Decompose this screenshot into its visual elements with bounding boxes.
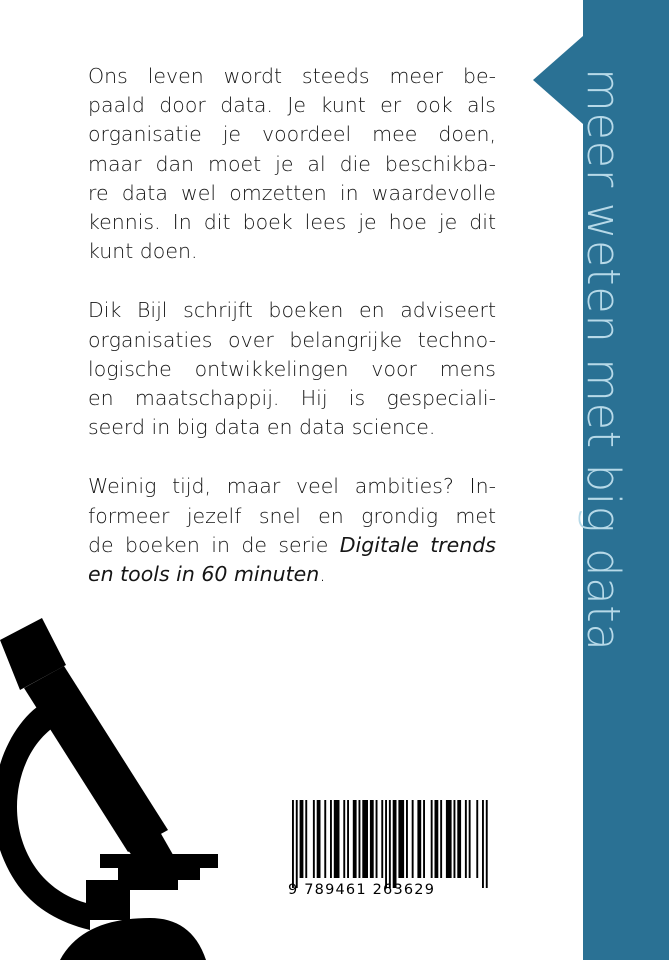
barcode-bar xyxy=(334,800,340,878)
barcode-bar xyxy=(469,800,471,878)
barcode-bar xyxy=(370,800,374,878)
barcode-bar xyxy=(305,800,307,878)
barcode-bar xyxy=(440,800,442,878)
barcode-bar xyxy=(454,800,456,878)
barcode-bar xyxy=(353,800,357,878)
barcode-icon xyxy=(288,800,490,895)
text-line: kennis. In dit boek lees je hoe je dit xyxy=(88,210,496,235)
barcode-bar xyxy=(347,800,349,878)
barcode-bar xyxy=(296,800,298,888)
barcode-bar xyxy=(324,800,326,878)
barcode-bar xyxy=(482,800,484,888)
barcode-bar xyxy=(292,800,294,888)
blurb xyxy=(88,62,496,619)
text-line: Weinig tijd, maar veel ambities? In- xyxy=(88,474,496,499)
barcode-bar xyxy=(330,800,332,878)
text-line: maar dan moet je al die beschikba- xyxy=(88,151,496,176)
barcode-bar xyxy=(376,800,378,878)
series-title: meer weten met big data xyxy=(577,68,630,652)
paragraph-intro xyxy=(88,62,496,266)
barcode-bar xyxy=(423,800,425,878)
barcode-bar xyxy=(435,800,439,878)
barcode-bar xyxy=(457,800,461,878)
text-line xyxy=(88,560,496,589)
text-line: re data wel omzetten in waardevolle xyxy=(88,180,496,205)
text-line: organisatie je voordeel mee doen, xyxy=(88,122,496,147)
barcode-bar xyxy=(446,800,452,878)
barcode-bar xyxy=(362,800,368,878)
barcode-bar xyxy=(393,800,397,888)
paragraph-author xyxy=(88,296,496,442)
barcode-bar xyxy=(317,800,321,878)
barcode-bar xyxy=(398,800,404,878)
text-line: organisaties over belangrijke techno- xyxy=(88,327,496,352)
isbn-digits: 9 789461 263629 xyxy=(288,882,436,898)
paragraph-series xyxy=(88,472,496,589)
text-fragment: . xyxy=(319,562,326,587)
barcode-bar xyxy=(465,800,467,878)
text-line: logische ontwikkelingen voor mens xyxy=(88,356,496,381)
series-name-part2: en tools in 60 minuten xyxy=(88,562,320,587)
barcode-bar xyxy=(389,800,391,888)
barcode-bar xyxy=(381,800,383,878)
text-line: kunt doen. xyxy=(88,239,198,264)
barcode-bar xyxy=(476,800,478,878)
barcode-bar xyxy=(385,800,387,888)
text-line: seerd in big data en data science. xyxy=(88,415,436,440)
barcode-bar xyxy=(313,800,315,878)
band-arrow xyxy=(533,36,583,124)
barcode-bar xyxy=(343,800,345,878)
barcode-bar xyxy=(486,800,488,888)
microscope-icon xyxy=(0,610,240,960)
barcode-bar xyxy=(417,800,421,878)
text-line xyxy=(88,531,496,560)
text-line: formeer jezelf snel en grondig met xyxy=(88,503,496,528)
barcode-bar xyxy=(412,800,414,878)
barcode-bar xyxy=(406,800,408,878)
text-line: Dik Bijl schrijft boeken en adviseert xyxy=(88,298,496,323)
text-line: paald door data. Je kunt er ook als xyxy=(88,93,496,118)
barcode-bar xyxy=(300,800,304,878)
text-fragment: de boeken in de serie xyxy=(88,532,340,557)
barcode-bar xyxy=(431,800,433,878)
barcode-bar xyxy=(359,800,361,878)
text-line: Ons leven wordt steeds meer be- xyxy=(88,64,496,88)
series-name-part1: Digitale trends xyxy=(339,532,496,557)
text-line: en maatschappij. Hij is gespeciali- xyxy=(88,386,496,411)
